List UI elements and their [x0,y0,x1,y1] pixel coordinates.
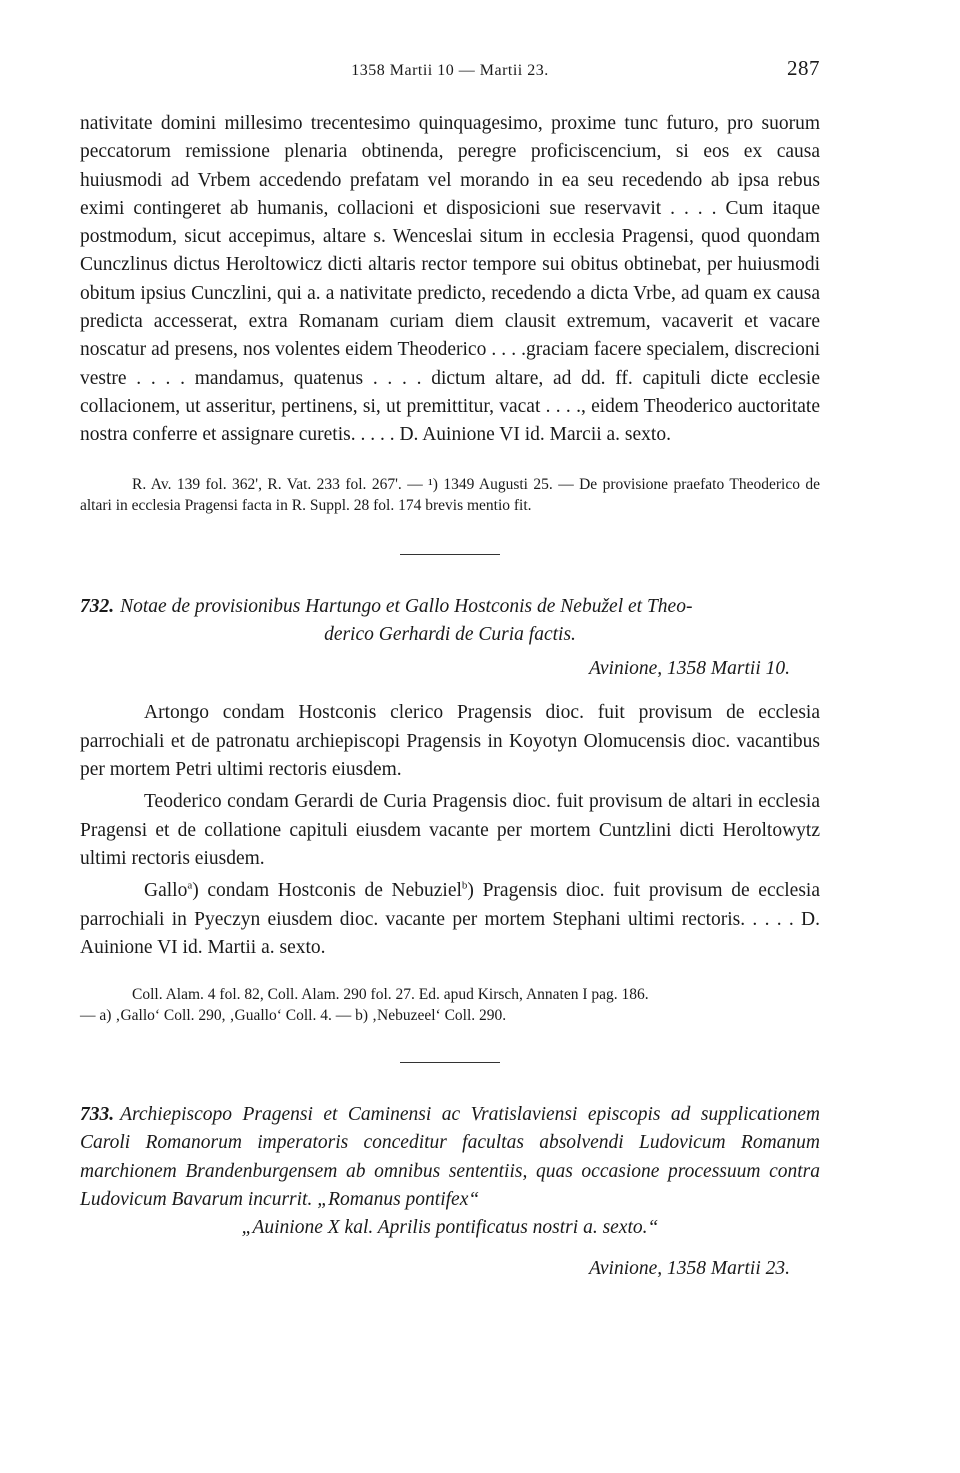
running-title: 1358 Martii 10 — Martii 23. [351,62,549,79]
entry-732-title-line1: Notae de provisionibus Hartungo et Gallo Hostconis de Nebužel et Theo- [120,595,693,617]
continuation-paragraph: nativitate domini millesimo trecentesimo quinquagesimo, proxime tunc futuro, pro suorum peccatorum remissione plenaria obtinenda, peregre proficiscencium, si eos ex causa huiusmodi ad Vrbem accedendo prefatam vel morando in ea seu recedendo ab ipsa rebus eximi contingeret ab humanis, collacioni et disposicioni sue reservavit . . . . Cum itaque postmodum, sicut accepimus, altare s. Wenceslai situm in ecclesia Pragensi, quod quondam Cunczlinus dictus Heroltowicz dicti altaris rector tempore sui obitus obtinebat, per huiusmodi obitum ipsius Cunczlini, qui a. a nativitate predicto, recedendo a dicta Vrbe, ad quam ex causa predicta accesserat, extra Romanam curiam diem clausit extremum, vacaverit et vacare noscatur ad presens, nos volentes eidem Theoderico . . . .graciam facere specialem, discrecioni vestre . . . . mandamus, quatenus . . . . dictum altare, ad dd. ff. capituli dicte ecclesie collacionem, ut asseritur, pertinens, si, ut premittitur, vacat . . . ., eidem Theoderico auctoritate nostra conferre et assignare curetis. . . . . D. Auinione VI id. Marcii a. sexto. [80,113,820,446]
entry-733-title-last: „Auinione X kal. Aprilis pontificatus nostri a. sexto.“ [241,1217,659,1239]
entry-733-title: Archiepiscopo Pragensi et Caminensi ac Vratislaviensi episcopis ad supplicationem Caroli Romanorum imperatoris conceditur facultas absolvendi Ludovicum Romanum marchionem Brandenburgensem ab omnibus sententiis, quas occasione processuum contra Ludovicum Bavarum incurrit. „Romanus pontifex“ [80,1104,820,1211]
paragraph-3-part-a: Gallo [144,880,188,902]
page-number: 287 [787,56,820,80]
entry-732-source-note [80,984,820,1026]
entry-732-heading [80,593,820,650]
entry-733-date: Avinione, 1358 Martii 23. [589,1257,790,1279]
entry-733-number: 733. [80,1104,115,1126]
entry-732-date: Avinione, 1358 Martii 10. [589,658,790,680]
document-page [80,56,820,1283]
source-note-text: R. Av. 139 fol. 362', R. Vat. 233 fol. 267'. — ¹) 1349 Augusti 25. — De provisione praefato Theoderico de altari in ecclesia Pragensi facta in R. Suppl. 28 fol. 174 brevis mentio fit. [80,475,820,514]
paragraph-3-part-b: ) condam Hostconis de Nebuziel [192,880,462,902]
entry-732-paragraph-3 [80,877,820,962]
entry-732-paragraph-2: Teoderico condam Gerardi de Curia Pragensis dioc. fuit provisum de altari in ecclesia Pragensi et de collatione capituli eiusdem vacante per mortem Cuntzlini dicti Heroltowytz ultimi rectoris eiusdem. [80,791,820,869]
entry-732-source-note-line2: — a) ‚Gallo‘ Coll. 290, ‚Guallo‘ Coll. 4. — b) ‚Nebuzeel‘ Coll. 290. [80,1007,507,1025]
entry-732-number: 732. [80,595,115,617]
entry-732-source-note-line1: Coll. Alam. 4 fol. 82, Coll. Alam. 290 fol. 27. Ed. apud Kirsch, Annaten I pag. 186. [132,986,649,1004]
section-divider [400,1062,500,1063]
entry-733-heading [80,1101,820,1242]
running-header [80,56,820,86]
source-note [80,474,820,516]
entry-732-title-line2: derico Gerhardi de Curia factis. [324,623,576,645]
paragraph-3-part-c: ) Pragensis dioc. fuit provisum de ecclesia parrochiali in Pyeczyn eiusdem dioc. vacante per mortem Stephani ultimi rectoris. . . . . D. Auinione VI id. Martii a. sexto. [80,880,820,958]
continuation-text [80,110,820,450]
footnote-mark-b: b [461,879,468,892]
footnote-mark-a: a [187,879,193,892]
section-divider [400,554,500,555]
entry-732-paragraph-1: Artongo condam Hostconis clerico Pragensis dioc. fuit provisum de ecclesia parrochiali et de patronatu archiepiscopi Pragensis in Koyotyn Olomucensis dioc. vacantibus per mortem Petri ultimi rectoris eiusdem. [80,702,820,781]
